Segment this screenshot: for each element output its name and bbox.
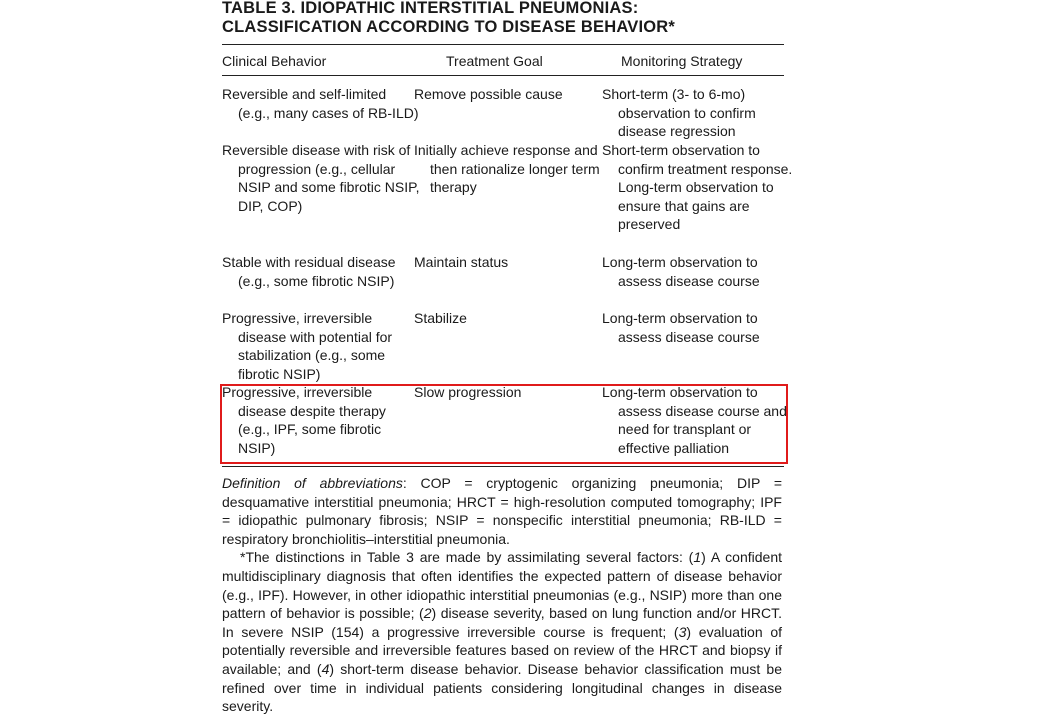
footnote-number: 3 xyxy=(678,623,687,640)
cell-goal: Maintain status xyxy=(414,254,509,270)
cell-monitoring: Short-term observation to confirm treatment response. Long-term observation to ensure that gains are preserved xyxy=(602,142,793,233)
footnote-text: ) short-term disease behavior. Disease behavior classification must be refined over time in individual patients considering longitudinal changes in disease severity. xyxy=(222,660,782,715)
header-rule xyxy=(222,75,784,76)
cell-goal: Slow progression xyxy=(414,384,522,400)
table-title xyxy=(222,0,787,37)
abbreviations-label: Definition of abbreviations xyxy=(222,475,403,491)
cell-behavior: Progressive, irreversible disease despite therapy (e.g., IPF, some fibrotic NSIP) xyxy=(222,384,386,456)
footnote-text: *The distinctions in Table 3 are made by assimilating several factors: ( xyxy=(240,549,694,566)
header-monitoring-strategy: Monitoring Strategy xyxy=(621,53,743,69)
header-treatment-goal: Treatment Goal xyxy=(446,53,543,69)
bottom-rule xyxy=(222,466,784,467)
highlight-box xyxy=(220,384,788,464)
cell-goal: Stabilize xyxy=(414,310,467,326)
table-title-line-2: CLASSIFICATION ACCORDING TO DISEASE BEHAVIOR* xyxy=(222,18,676,36)
abbreviations-note xyxy=(222,474,782,548)
cell-goal: Remove possible cause xyxy=(414,86,563,102)
table-title-line-1: TABLE 3. IDIOPATHIC INTERSTITIAL PNEUMONIAS: xyxy=(222,0,639,17)
cell-monitoring: Long-term observation to assess disease course and need for transplant or effective palliation xyxy=(602,384,787,456)
top-rule xyxy=(222,44,784,45)
cell-monitoring: Short-term (3- to 6-mo) observation to confirm disease regression xyxy=(602,86,756,140)
footnote-text: ) evaluation of potentially reversible and irreversible features based on review of the HRCT and biopsy if available; and ( xyxy=(222,623,782,677)
cell-behavior: Reversible and self-limited (e.g., many cases of RB-ILD) xyxy=(222,86,419,121)
footnote-number: 2 xyxy=(423,605,432,622)
cell-behavior: Stable with residual disease (e.g., some fibrotic NSIP) xyxy=(222,254,396,289)
abbreviations-text: : COP = cryptogenic organizing pneumonia; DIP = desquamative interstitial pneumonia; HRCT = high-resolution computed tomography; IPF = idiopathic pulmonary fibrosis; NSIP = nonspecific interstitial pneumonia; RB-ILD = respiratory bronchiolitis–interstitial pneumonia. xyxy=(222,475,782,547)
table-document xyxy=(222,0,793,715)
cell-monitoring: Long-term observation to assess disease course xyxy=(602,254,760,289)
footnote-text: ) A confident multidisciplinary diagnosis that often identifies the expected pattern of disease behavior (e.g., IPF). However, in other idiopathic interstitial pneumonias (e.g., NSIP) more than one pattern of behavior is possible; ( xyxy=(222,549,783,622)
header-clinical-behavior: Clinical Behavior xyxy=(222,53,327,69)
footnote-text: ) disease severity, based on lung function and/or HRCT. In severe NSIP (154) a progressive irreversible course is frequent; ( xyxy=(222,605,782,640)
footnote-number: 1 xyxy=(693,549,702,566)
footnote-number: 4 xyxy=(321,660,330,677)
cell-behavior: Progressive, irreversible disease with potential for stabilization (e.g., some fibrotic NSIP) xyxy=(222,310,393,382)
footnote xyxy=(222,548,782,715)
cell-monitoring: Long-term observation to assess disease course xyxy=(602,310,760,345)
cell-goal: Initially achieve response and then rationalize longer term therapy xyxy=(414,142,600,196)
cell-behavior: Reversible disease with risk of progression (e.g., cellular NSIP and some fibrotic NSIP, DIP, COP) xyxy=(222,142,420,214)
table-footnotes xyxy=(222,474,782,716)
